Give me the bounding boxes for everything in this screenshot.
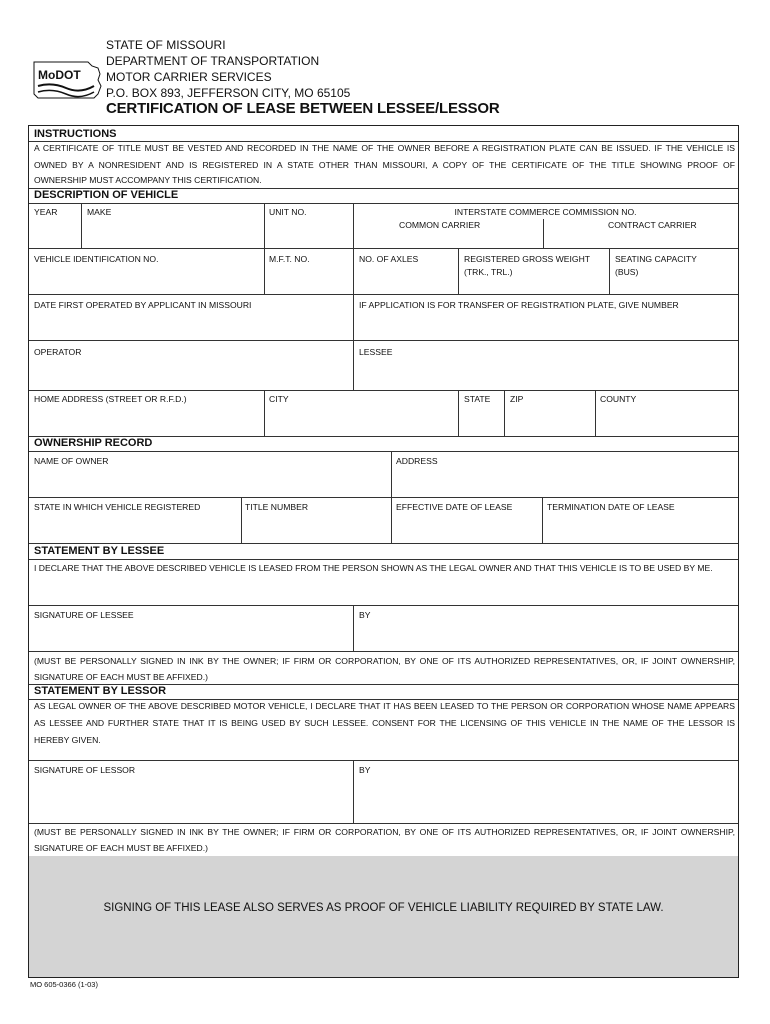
ownership-heading: OWNERSHIP RECORD — [34, 437, 153, 449]
lessor-declaration-line-3: HEREBY GIVEN. — [34, 735, 101, 745]
state-registered-label: STATE IN WHICH VEHICLE REGISTERED — [34, 502, 201, 512]
unit-no-label: UNIT NO. — [269, 207, 307, 217]
county-label: COUNTY — [600, 394, 637, 404]
mailing-address: P.O. BOX 893, JEFFERSON CITY, MO 65105 — [106, 86, 351, 100]
form-title: CERTIFICATION OF LEASE BETWEEN LESSEE/LESSOR — [106, 100, 500, 117]
date-first-operated-label: DATE FIRST OPERATED BY APPLICANT IN MISSOURI — [34, 300, 252, 310]
transfer-plate-label: IF APPLICATION IS FOR TRANSFER OF REGISTRATION PLATE, GIVE NUMBER — [359, 300, 679, 310]
liability-panel — [29, 856, 738, 977]
lessee-label: LESSEE — [359, 347, 393, 357]
instructions-line-2: OWNED BY A NONRESIDENT AND IS REGISTERED IN A STATE OTHER THAN MISSOURI, A COPY OF THE CERTIFICATE OF THE TITLE SHOWING PROOF OF — [34, 160, 735, 170]
home-address-label: HOME ADDRESS (STREET OR R.F.D.) — [34, 394, 187, 404]
common-carrier-label: COMMON CARRIER — [399, 220, 481, 230]
seating-capacity-label: SEATING CAPACITY — [615, 254, 697, 264]
lease-form — [28, 125, 739, 978]
make-label: MAKE — [87, 207, 112, 217]
year-label: YEAR — [34, 207, 58, 217]
zip-label: ZIP — [510, 394, 524, 404]
termination-date-label: TERMINATION DATE OF LEASE — [547, 502, 675, 512]
lessee-declaration: I DECLARE THAT THE ABOVE DESCRIBED VEHICLE IS LEASED FROM THE PERSON SHOWN AS THE LEGAL OWNER AND THAT THIS VEHICLE IS TO BE USED BY ME. — [34, 563, 713, 573]
lessor-note-line-1: (MUST BE PERSONALLY SIGNED IN INK BY THE OWNER; IF FIRM OR CORPORATION, BY ONE OF ITS AUTHORIZED REPRESENTATIVES, OR, IF JOINT OWNERSHIP, — [34, 827, 735, 837]
gross-weight-sublabel: (TRK., TRL.) — [464, 267, 513, 277]
lessor-signature-label: SIGNATURE OF LESSOR — [34, 765, 136, 775]
effective-date-label: EFFECTIVE DATE OF LEASE — [396, 502, 513, 512]
liability-statement: SIGNING OF THIS LEASE ALSO SERVES AS PROOF OF VEHICLE LIABILITY REQUIRED BY STATE LAW. — [103, 902, 664, 914]
vehicle-heading: DESCRIPTION OF VEHICLE — [34, 189, 179, 201]
instructions-heading: INSTRUCTIONS — [34, 128, 117, 140]
vin-label: VEHICLE IDENTIFICATION NO. — [34, 254, 159, 264]
gross-weight-label: REGISTERED GROSS WEIGHT — [464, 254, 591, 264]
modot-logo — [28, 58, 104, 102]
lessee-note-line-1: (MUST BE PERSONALLY SIGNED IN INK BY THE OWNER; IF FIRM OR CORPORATION, BY ONE OF ITS AUTHORIZED REPRESENTATIVES, OR, IF JOINT OWNERSHIP, — [34, 656, 735, 666]
lessee-statement-heading: STATEMENT BY LESSEE — [34, 545, 165, 557]
seating-capacity-sublabel: (BUS) — [615, 267, 639, 277]
axles-label: NO. OF AXLES — [359, 254, 419, 264]
icc-no-label: INTERSTATE COMMERCE COMMISSION NO. — [454, 207, 637, 217]
division-name: MOTOR CARRIER SERVICES — [106, 70, 272, 84]
lessee-signature-label: SIGNATURE OF LESSEE — [34, 610, 134, 620]
operator-label: OPERATOR — [34, 347, 82, 357]
lessor-by-label: BY — [359, 765, 371, 775]
owner-name-label: NAME OF OWNER — [34, 456, 109, 466]
mft-no-label: M.F.T. NO. — [269, 254, 310, 264]
lessor-declaration-line-1: AS LEGAL OWNER OF THE ABOVE DESCRIBED MOTOR VEHICLE, I DECLARE THAT IT HAS BEEN LEASED TO THE PERSON OR CORPORATION WHOSE NAME APPEARS — [34, 701, 735, 711]
lessor-note-line-2: SIGNATURE OF EACH MUST BE AFFIXED.) — [34, 843, 208, 853]
city-label: CITY — [269, 394, 289, 404]
svg-text:MoDOT: MoDOT — [38, 68, 81, 82]
lessee-note-line-2: SIGNATURE OF EACH MUST BE AFFIXED.) — [34, 672, 208, 682]
state-label: STATE — [464, 394, 491, 404]
title-number-label: TITLE NUMBER — [245, 502, 309, 512]
instructions-line-1: A CERTIFICATE OF TITLE MUST BE VESTED AND RECORDED IN THE NAME OF THE OWNER BEFORE A REGISTRATION PLATE CAN BE ISSUED. IF THE VEHICLE IS — [34, 143, 735, 153]
lessor-statement-heading: STATEMENT BY LESSOR — [34, 685, 167, 697]
lessor-declaration-line-2: AS LESSEE AND FURTHER STATE THAT IT IS BEING USED BY SUCH LESSEE. CONSENT FOR THE LICENSING OF THIS VEHICLE IN THE NAME OF THE LESSOR IS — [34, 718, 735, 728]
form-header — [106, 37, 499, 117]
owner-address-label: ADDRESS — [396, 456, 438, 466]
lessee-by-label: BY — [359, 610, 371, 620]
department-name: DEPARTMENT OF TRANSPORTATION — [106, 54, 320, 68]
contract-carrier-label: CONTRACT CARRIER — [608, 220, 697, 230]
instructions-line-3: OWNERSHIP MUST ACCOMPANY THIS CERTIFICATION. — [34, 175, 262, 185]
form-number: MO 605-0366 (1-03) — [30, 980, 98, 989]
state-name: STATE OF MISSOURI — [106, 38, 226, 52]
